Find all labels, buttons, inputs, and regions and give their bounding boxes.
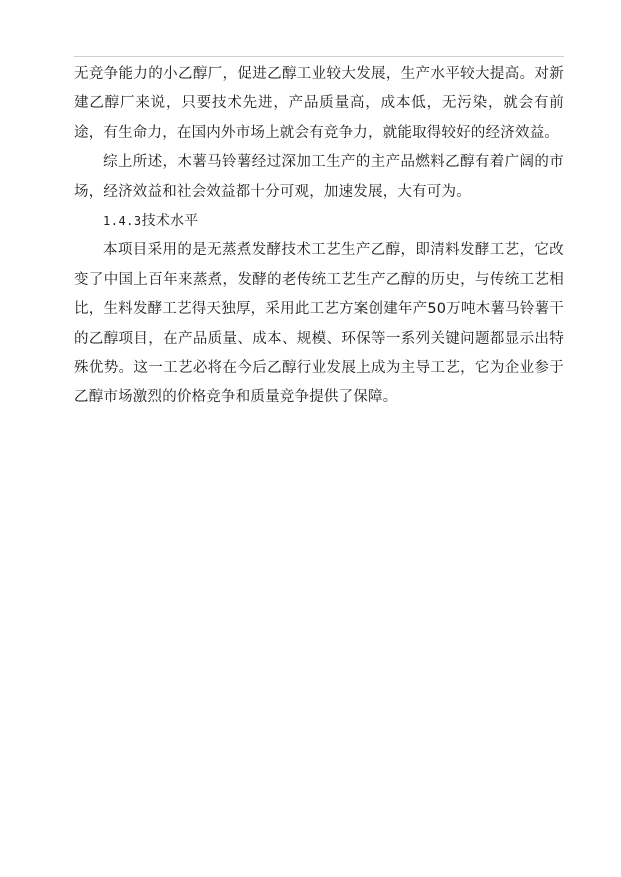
paragraph-technology: 本项目采用的是无蒸煮发酵技术工艺生产乙醇，即清料发酵工艺，它改变了中国上百年来蒸煮，发酵的老传统工艺生产乙醇的历史，与传统工艺相比，生料发酵工艺得天独厚，采用此工艺方案创建年产50万吨木薯马铃薯干的乙醇项目，在产品质量、成本、规模、环保等一系列关键问题都显示出特殊优势。这一工艺必将在今后乙醇行业发展上成为主导工艺，它为企业参于乙醇市场激烈的价格竞争和质量竞争提供了保障。 xyxy=(74,242,564,406)
paragraph-summary: 综上所述，木薯马铃薯经过深加工生产的主产品燃料乙醇有着广阔的市场，经济效益和社会效益都十分可观，加速发展，大有可为。 xyxy=(74,154,564,200)
section-title: 技术水平 xyxy=(141,213,199,230)
paragraph-continuation: 无竞争能力的小乙醇厂，促进乙醇工业较大发展，生产水平较大提高。对新建乙醇厂来说，只要技术先进，产品质量高，成本低，无污染，就会有前途，有生命力，在国内外市场上就会有竞争力，就能取得较好的经济效益。 xyxy=(74,66,564,141)
document-body xyxy=(74,60,564,413)
section-heading xyxy=(74,207,564,236)
section-number: 1.4.3 xyxy=(103,214,142,229)
header-divider xyxy=(74,56,564,57)
